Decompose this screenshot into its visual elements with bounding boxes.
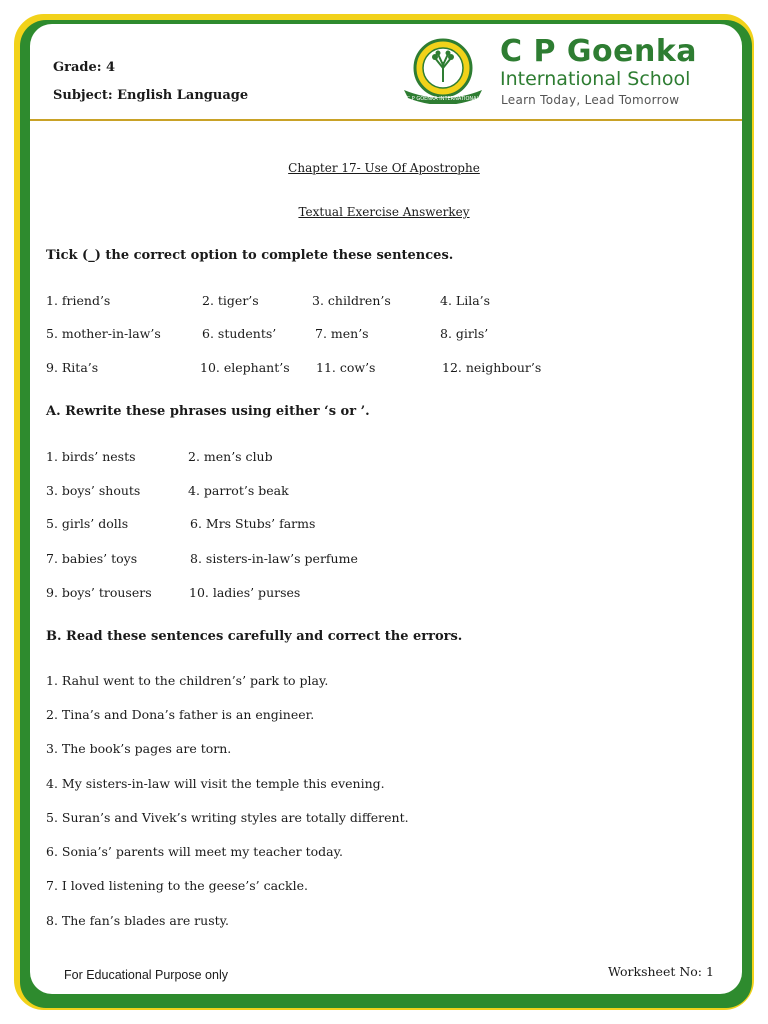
tick-answer: 1. friend’s (46, 293, 111, 308)
tick-answer: 3. children’s (312, 293, 391, 308)
section-a-answer: 1. birds’ nests (46, 449, 136, 464)
section-a-answer: 5. girls’ dolls (46, 516, 129, 531)
tick-answer: 6. students’ (202, 326, 277, 341)
header-divider (30, 119, 742, 121)
section-a-answer: 7. babies’ toys (46, 551, 138, 566)
tick-answer: 9. Rita’s (46, 360, 99, 375)
section-b-answer: 8. The fan’s blades are rusty. (46, 913, 230, 928)
section-a-answer: 3. boys’ shouts (46, 483, 141, 498)
footer-disclaimer: For Educational Purpose only (64, 968, 228, 982)
section-b-answer: 6. Sonia’s’ parents will meet my teacher today. (46, 844, 343, 859)
section-a-answer: 9. boys’ trousers (46, 585, 152, 600)
tick-heading: Tick (_) the correct option to complete these sentences. (46, 248, 454, 263)
tick-answer: 10. elephant’s (200, 360, 290, 375)
section-a-answer: 4. parrot’s beak (188, 483, 289, 498)
section-b-answer: 1. Rahul went to the children’s’ park to play. (46, 673, 329, 688)
tick-answer: 2. tiger’s (202, 293, 259, 308)
tick-answer: 7. men’s (315, 326, 369, 341)
section-a-heading: A. Rewrite these phrases using either ‘s or ’. (46, 404, 370, 419)
section-a-answer: 2. men’s club (188, 449, 273, 464)
tick-answer: 4. Lila’s (440, 293, 491, 308)
school-subtitle: International School (500, 68, 691, 90)
section-b-answer: 2. Tina’s and Dona’s father is an engineer. (46, 707, 315, 722)
tick-answer: 12. neighbour’s (442, 360, 542, 375)
tick-answer: 11. cow’s (316, 360, 376, 375)
tick-answer: 5. mother-in-law’s (46, 326, 161, 341)
seal-text: C P GOENKA INTERNATIONAL (406, 96, 480, 102)
section-b-answer: 7. I loved listening to the geese’s’ cackle. (46, 878, 308, 893)
section-a-answer: 6. Mrs Stubs’ farms (190, 516, 316, 531)
school-seal-icon (402, 38, 484, 104)
subject-label: Subject: English Language (53, 88, 249, 103)
section-a-answer: 8. sisters-in-law’s perfume (190, 551, 358, 566)
school-name: C P Goenka (500, 34, 698, 69)
section-b-answer: 3. The book’s pages are torn. (46, 741, 232, 756)
exercise-title: Textual Exercise Answerkey (298, 205, 470, 219)
worksheet-number: Worksheet No: 1 (608, 964, 714, 979)
tick-answer: 8. girls’ (440, 326, 489, 341)
section-a-answer: 10. ladies’ purses (189, 585, 301, 600)
section-b-heading: B. Read these sentences carefully and correct the errors. (46, 629, 463, 644)
chapter-title: Chapter 17- Use Of Apostrophe (288, 161, 480, 175)
section-b-answer: 5. Suran’s and Vivek’s writing styles are totally different. (46, 810, 409, 825)
grade-label: Grade: 4 (53, 60, 116, 75)
school-tagline: Learn Today, Lead Tomorrow (501, 93, 680, 107)
section-b-answer: 4. My sisters-in-law will visit the temple this evening. (46, 776, 385, 791)
